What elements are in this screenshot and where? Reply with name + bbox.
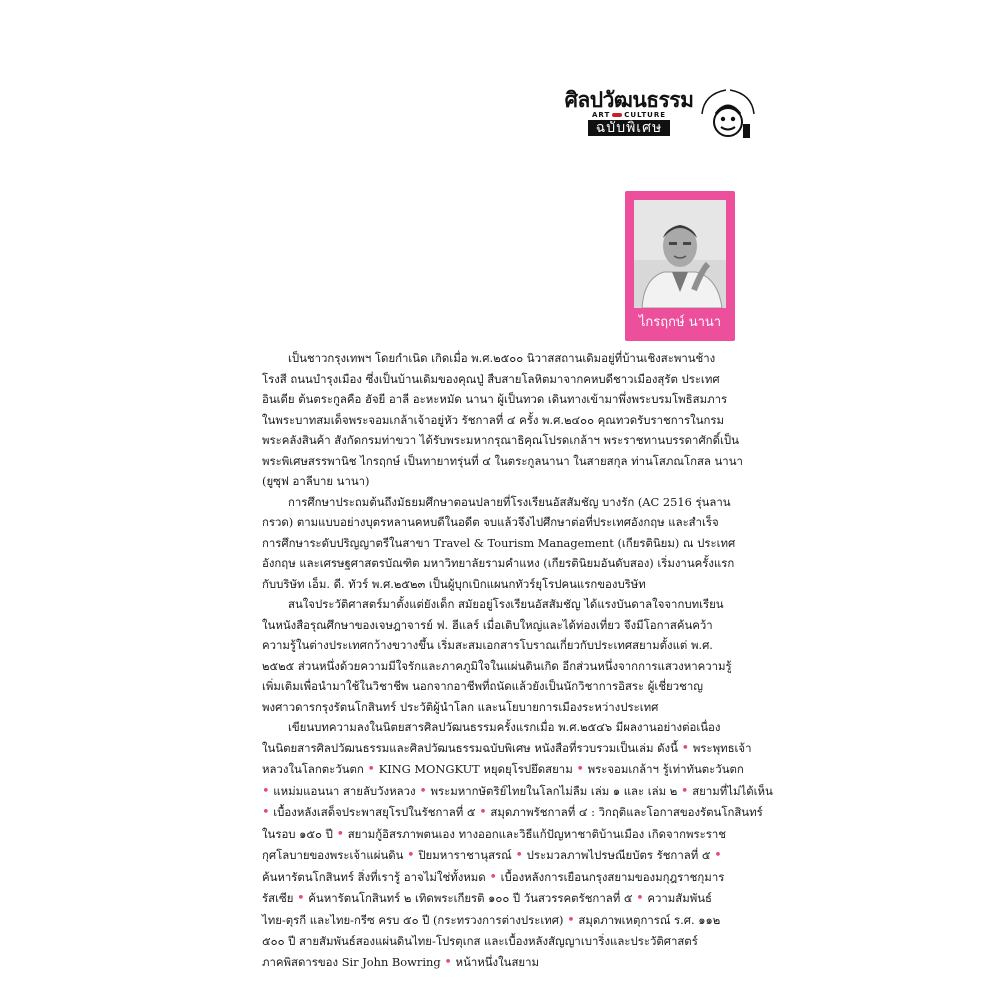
text-line: หลวงในโลกตะวันตก • KING MONGKUT หยุดยุโรปยึดสยาม • พระจอมเกล้าฯ รู้เท่าทันตะวันตก xyxy=(262,762,744,777)
author-photo xyxy=(634,200,726,308)
author-name-caption: ไกรฤกษ์ นานา xyxy=(638,315,722,330)
text-line: ๕๐๐ ปี สายสัมพันธ์สองแผ่นดินไทย-โปรตุเกส และเบื้องหลังสัญญาเบาริ่งและประวัติศาสตร์ xyxy=(262,934,698,948)
logo-edition: ฉบับพิเศษ xyxy=(588,120,670,136)
text-line: รัสเซีย • ค้นหารัตนโกสินทร์ ๒ เทิดพระเกียรติ ๑๐๐ ปี วันสวรรคตรัชกาลที่ ๕ • ความสัมพันธ์ xyxy=(262,891,712,906)
text-line: เพิ่มเติมเพื่อนำมาใช้ในวิชาชีพ นอกจากอาชีพที่ถนัดแล้วยังเป็นนักวิชาการอิสระ ผู้เชี่ยวชาญ xyxy=(262,679,703,693)
author-biography xyxy=(262,348,773,973)
text-line: ในนิตยสารศิลปวัฒนธรรมและศิลปวัฒนธรรมฉบับพิเศษ หนังสือที่รวบรวมเป็นเล่ม ดังนี้ • พระพุทธเจ้า xyxy=(262,740,752,756)
text-line: (ยูซุฟ อาลีบาย นานา) xyxy=(262,474,370,488)
magazine-logo xyxy=(564,87,694,137)
bullet-separator: • xyxy=(444,954,452,970)
bullet-separator: • xyxy=(262,783,270,799)
bullet-separator: • xyxy=(636,891,644,906)
text-line: เป็นชาวกรุงเทพฯ โดยกำเนิด เกิดเมื่อ พ.ศ.๒๕๐๐ นิวาสสถานเดิมอยู่ที่บ้านเชิงสะพานช้าง xyxy=(288,351,716,365)
text-line: ไทย-ตุรกี และไทย-กรีซ ครบ ๕๐ ปี (กระทรวงการต่างประเทศ) • สมุดภาพเหตุการณ์ ร.ศ. ๑๑๒ xyxy=(262,912,721,928)
text-line: พระคลังสินค้า สังกัดกรมท่าขวา ได้รับพระมหากรุณาธิคุณโปรดเกล้าฯ พระราชทานบรรดาศักดิ์เป็น xyxy=(262,433,739,447)
bullet-separator: • xyxy=(680,783,689,799)
text-line: ในพระบาทสมเด็จพระจอมเกล้าเจ้าอยู่หัว รัชกาลที่ ๔ ครั้ง พ.ศ.๒๔๐๐ คุณทวดรับราชการในกรม xyxy=(262,412,725,427)
text-line: ความรู้ในต่างประเทศกว้างขวางขึ้น เริ่มสะสมเอกสารโบราณเกี่ยวกับประเทศสยามตั้งแต่ พ.ศ. xyxy=(262,638,713,652)
bio-paragraph-2 xyxy=(262,492,734,595)
text-line: การศึกษาประถมต้นถึงมัธยมศึกษาตอนปลายที่โรงเรียนอัสสัมชัญ บางรัก (AC 2516 รุ่นลาน xyxy=(288,494,731,509)
bullet-separator: • xyxy=(419,783,427,799)
text-line: ในรอบ ๑๕๐ ปี • สยามกู้อิสรภาพตนเอง ทางออกและวิธีแก้ปัญหาชาติบ้านเมือง เกิดจากพระราช xyxy=(262,826,727,842)
bullet-separator: • xyxy=(681,740,690,756)
bullet-separator: • xyxy=(515,848,523,863)
text-line: การศึกษาระดับปริญญาตรีในสาขา Travel & Tourism Management (เกียรตินิยม) ณ ประเทศ xyxy=(262,535,736,550)
text-line: อังกฤษ และเศรษฐศาสตรบัณฑิต มหาวิทยาลัยรามคำแหง (เกียรตินิยมอันดับสอง) เริ่มงานครั้งแรก xyxy=(262,556,735,570)
bullet-separator: • xyxy=(297,891,305,906)
text-line: กุศโลบายของพระเจ้าแผ่นดิน • ปิยมหาราชานุสรณ์ • ประมวลภาพไปรษณียบัตร รัชกาลที่ ๕ • xyxy=(262,848,722,863)
bullet-separator: • xyxy=(262,805,270,820)
text-line: กับบริษัท เอ็ม. ดี. ทัวร์ พ.ศ.๒๕๒๓ เป็นผู้บุกเบิกแผนกทัวร์ยุโรปคนแรกของบริษัท xyxy=(262,576,646,591)
bullet-separator: • xyxy=(367,762,376,777)
bullet-separator: • xyxy=(567,912,575,928)
text-line: ในหนังสือรุณศึกษาของเจษฎาจารย์ ฟ. ฮีแลร์ เมื่อเติบใหญ่และได้ท่องเที่ยว จึงมีโอกาสค้นคว้า xyxy=(262,617,713,632)
bullet-separator: • xyxy=(336,826,345,842)
bio-paragraph-1 xyxy=(262,348,743,492)
text-line: เขียนบทความลงในนิตยสารศิลปวัฒนธรรมครั้งแรกเมื่อ พ.ศ.๒๕๔๖ มีผลงานอย่างต่อเนื่อง xyxy=(288,720,721,734)
text-line: กรวด) ตามแบบอย่างบุตรหลานคหบดีในอดีต จบแล้วจึงไปศึกษาต่อที่ประเทศอังกฤษ และสำเร็จ xyxy=(262,515,719,529)
text-line: • แหม่มแอนนา สายลับวังหลวง • พระมหากษัตริย์ไทยในโลกไม่ลืม เล่ม ๑ และ เล่ม ๒ • สยามที่ไม่ได้เห็น xyxy=(262,783,773,799)
text-line: พงศาวดารกรุงรัตนโกสินทร์ ประวัติผู้นำโลก และนโยบายการเมืองระหว่างประเทศ xyxy=(262,699,659,714)
bio-paragraph-3 xyxy=(262,594,734,717)
text-line: สนใจประวัติศาสตร์มาตั้งแต่ยังเด็ก สมัยอยู่โรงเรียนอัสสัมชัญ ได้แรงบันดาลใจจากบทเรียน xyxy=(288,597,724,611)
logo-title: ศิลปวัฒนธรรม xyxy=(564,87,694,112)
bullet-separator: • xyxy=(479,805,487,820)
logo-dot-icon xyxy=(612,113,622,117)
text-line: ภาคพิสดารของ Sir John Bowring • หน้าหนึ่งในสยาม xyxy=(262,954,539,970)
text-line: ๒๕๒๕ ส่วนหนึ่งด้วยความมีใจรักและภาคภูมิใจในแผ่นดินเกิด อีกส่วนหนึ่งจากการแสวงหาความรู้ xyxy=(262,658,732,673)
logo-subtitle xyxy=(592,111,666,120)
logo-sub-left: ART xyxy=(591,110,611,119)
text-line: โรงสี ถนนบำรุงเมือง ซึ่งเป็นบ้านเดิมของคุณปู่ สืบสายโลหิตมาจากคหบดีชาวเมืองสุรัต ประเทศ xyxy=(262,371,720,386)
text-line: ค้นหารัตนโกสินทร์ สิ่งที่เรารู้ อาจไม่ใช่ทั้งหมด • เบื้องหลังการเยือนกรุงสยามของมกุฎราชกุมาร xyxy=(262,869,725,885)
publisher-mascot-icon xyxy=(696,84,758,146)
text-line: • เบื้องหลังเสด็จประพาสยุโรปในรัชกาลที่ ๕ • สมุดภาพรัชกาลที่ ๔ : วิกฤติและโอกาสของรัตนโกสินทร์ xyxy=(262,805,763,820)
bullet-separator: • xyxy=(407,848,415,863)
text-line: พระพิเศษสรรพานิช ไกรฤกษ์ เป็นทายาทรุ่นที่ ๔ ในตระกูลนานา ในสายสกุล ท่านโสภณโกสล นานา xyxy=(262,453,743,468)
bullet-separator: • xyxy=(489,869,498,885)
bullet-separator: • xyxy=(576,762,584,777)
logo-sub-right: CULTURE xyxy=(624,110,667,119)
bio-paragraph-4 xyxy=(262,717,773,973)
text-line: อินเดีย ต้นตระกูลคือ ฮัจยี อาลี อะหะหมัด นานา ผู้เป็นทวด เดินทางเข้ามาพึ่งพระบรมโพธิสมภาร xyxy=(262,392,728,406)
author-photo-frame xyxy=(625,191,735,341)
bullet-separator: • xyxy=(714,848,722,863)
